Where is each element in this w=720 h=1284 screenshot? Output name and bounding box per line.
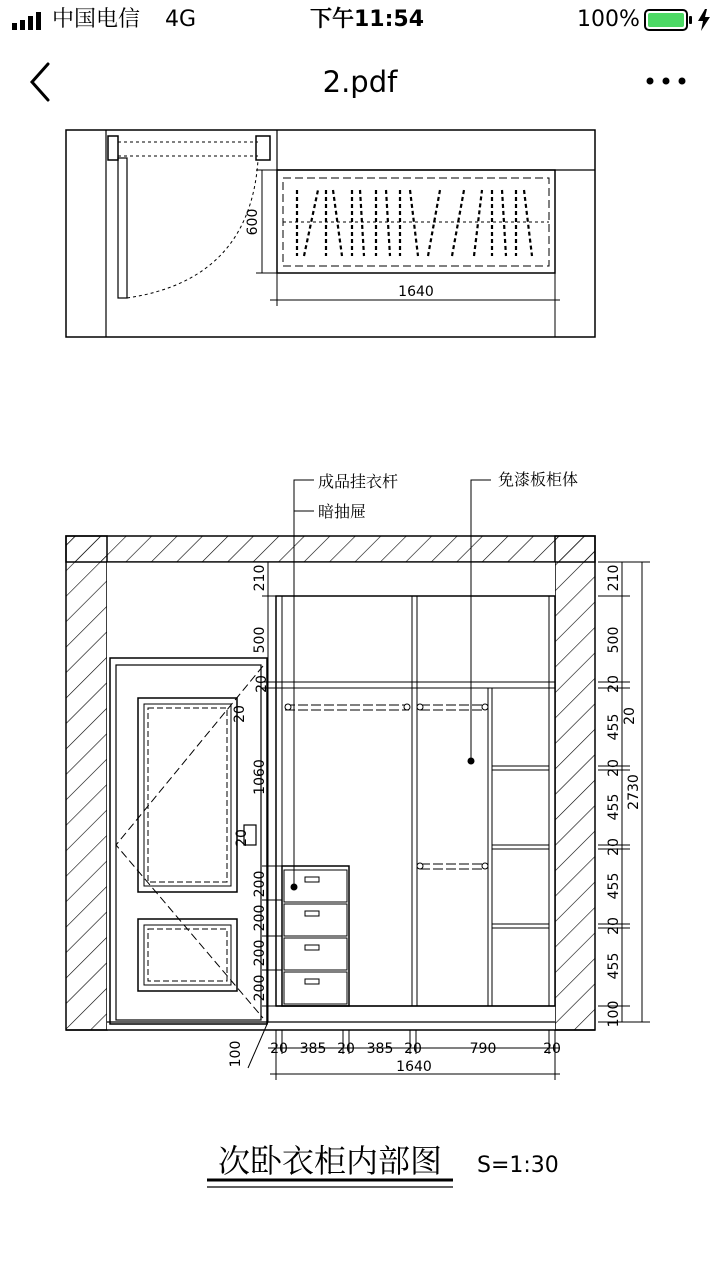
bottom-dim-4: 385 — [366, 1041, 394, 1057]
bottom-dim-5: 20 — [404, 1041, 422, 1057]
left-dim-1: 210 — [252, 564, 268, 592]
drawing-canvas — [0, 124, 720, 1280]
more-dots-icon — [642, 66, 690, 96]
left-dim-10: 200 — [252, 974, 268, 1002]
plan-width-dim: 1640 — [398, 284, 434, 300]
status-bar — [0, 0, 720, 40]
right-dim-1: 210 — [606, 564, 622, 592]
callout-rod: 成品挂衣杆 — [318, 472, 399, 491]
signal-icon — [12, 12, 46, 30]
door-offset-dim: 100 — [228, 1040, 244, 1068]
pdf-page[interactable] — [0, 124, 720, 1280]
right-dim-10: 455 — [606, 952, 622, 980]
document-title: 2.pdf — [322, 65, 398, 99]
right-dim-2: 500 — [606, 626, 622, 654]
callout-drawer: 暗抽屉 — [318, 502, 367, 521]
left-dim-2: 500 — [252, 626, 268, 654]
more-button[interactable] — [642, 66, 690, 96]
bottom-dim-3: 20 — [337, 1041, 355, 1057]
left-dim-5: 1060 — [252, 759, 268, 795]
callout-cabinet: 免漆板柜体 — [498, 470, 579, 489]
right-dim-11: 100 — [606, 1000, 622, 1028]
bottom-dim-2: 385 — [299, 1041, 327, 1057]
carrier-label: 中国电信 — [52, 7, 141, 32]
total-height-dim: 2730 — [626, 774, 642, 810]
right-dim-4: 455 — [606, 713, 622, 741]
network-label: 4G — [165, 7, 197, 32]
right-dim-5: 20 — [606, 759, 622, 777]
clock: 下午11:54 — [310, 7, 425, 32]
bottom-dim-7: 20 — [543, 1041, 561, 1057]
bottom-dim-6: 790 — [469, 1041, 497, 1057]
drawing-scale: S=1:30 — [477, 1153, 559, 1178]
right-dim-3: 20 — [606, 675, 622, 693]
left-dim-8: 200 — [252, 904, 268, 932]
left-dim-6: 20 — [234, 829, 250, 847]
drawing-caption: 次卧衣柜内部图 — [217, 1142, 443, 1180]
right-dim-extra: 20 — [622, 707, 638, 725]
left-dim-9: 200 — [252, 939, 268, 967]
bottom-total-dim: 1640 — [396, 1059, 432, 1075]
elevation-view — [66, 470, 650, 1187]
right-dim-6: 455 — [606, 793, 622, 821]
battery-icon — [644, 9, 694, 31]
right-dim-8: 455 — [606, 872, 622, 900]
right-dim-9: 20 — [606, 917, 622, 935]
charging-bolt-icon — [697, 9, 711, 31]
left-dim-3: 20 — [254, 675, 270, 693]
nav-bar — [0, 40, 720, 124]
plan-depth-dim: 600 — [245, 208, 261, 236]
battery-percent: 100% — [577, 7, 640, 32]
right-dim-7: 20 — [606, 838, 622, 856]
top-plan-view — [66, 130, 595, 337]
left-dim-7: 200 — [252, 870, 268, 898]
bottom-dim-1: 20 — [270, 1041, 288, 1057]
left-dim-4: 20 — [232, 705, 248, 723]
